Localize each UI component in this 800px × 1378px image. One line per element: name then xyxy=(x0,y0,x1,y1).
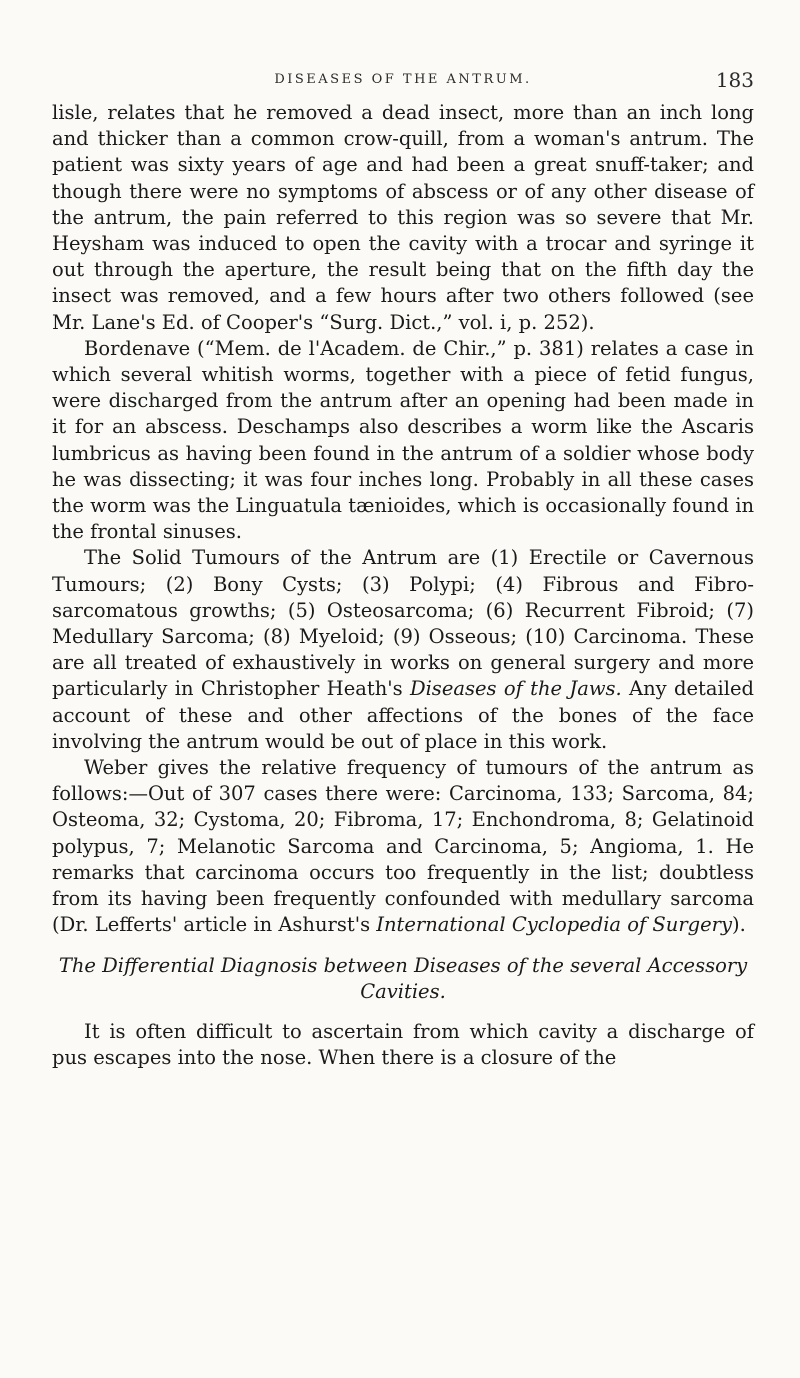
weber-text: Weber gives the relative frequency of tumours of the antrum as follows:—Out of 307 cases there were: Carcinoma, 133; Sarcoma, 84; Osteoma, 32; Cystoma, 20; Fibroma, 17; Enchondroma, 8; Gelatinoid polypus, 7; Melanotic Sarcoma and Carcinoma, 5; Angioma, 1. He remarks that carcinoma occurs too frequently in the list; doubtless from its having been frequently confounded with medullary sarcoma (Dr. Lefferts' article in Ashurst's xyxy=(52,756,754,937)
page-number: 183 xyxy=(715,68,754,92)
section-heading: The Differential Diagnosis between Diseases of the several Accessory Cavities. xyxy=(58,953,748,1003)
solid-tumours-text: The Solid Tumours of the Antrum are (1) Erectile or Cavernous Tumours; (2) Bony Cysts; (3) Polypi; (4) Fibrous and Fibro-sarcomatous growths; (5) Osteosarcoma; (6) Recurrent Fibroid; (7) Medullary Sarcoma; (8) Myeloid; (9) Osseous; (10) Carcinoma. These are all treated of exhaustively in works on general surgery and more particularly in Christopher Heath's xyxy=(52,546,754,701)
book-page xyxy=(52,70,754,1071)
paragraph-weber-frequency xyxy=(52,755,754,938)
book-title-cyclopedia: International Cyclopedia of Surgery xyxy=(376,913,733,937)
paragraph-solid-tumours xyxy=(52,545,754,755)
weber-text-end: ). xyxy=(732,913,746,937)
solid-tumours-text-end: Any detailed account of these and other affections of the bones of the face involving the antrum would be out of place in this work. xyxy=(52,677,754,753)
page-header xyxy=(52,70,754,100)
paragraph-bordenave: Bordenave (“Mem. de l'Academ. de Chir.,” p. 381) relates a case in which several whitish worms, together with a piece of fetid fungus, were discharged from the antrum after an opening had been made in it for an abscess. Deschamps also describes a worm like the Ascaris lumbricus as having been found in the antrum of a soldier whose body he was dissecting; it was four inches long. Probably in all these cases the worm was the Linguatula tænioides, which is occasionally found in the frontal sinuses. xyxy=(52,336,754,544)
book-title-diseases-of-the-jaws: Diseases of the Jaws. xyxy=(409,677,622,701)
paragraph-insect-case: lisle, relates that he removed a dead insect, more than an inch long and thicker than a common crow-quill, from a woman's antrum. The patient was sixty years of age and had been a great snuff-taker; and though there were no symptoms of abscess or of any other disease of the antrum, the pain referred to this region was so severe that Mr. Heysham was induced to open the cavity with a trocar and syringe it out through the aperture, the result being that on the fifth day the insect was removed, and a few hours after two others followed (see Mr. Lane's Ed. of Cooper's “Surg. Dict.,” vol. i, p. 252). xyxy=(52,101,754,334)
paragraph-differential-diagnosis: It is often difficult to ascertain from which cavity a discharge of pus escapes into the nose. When there is a closure of the xyxy=(52,1019,754,1070)
running-title: DISEASES OF THE ANTRUM. xyxy=(274,72,532,87)
